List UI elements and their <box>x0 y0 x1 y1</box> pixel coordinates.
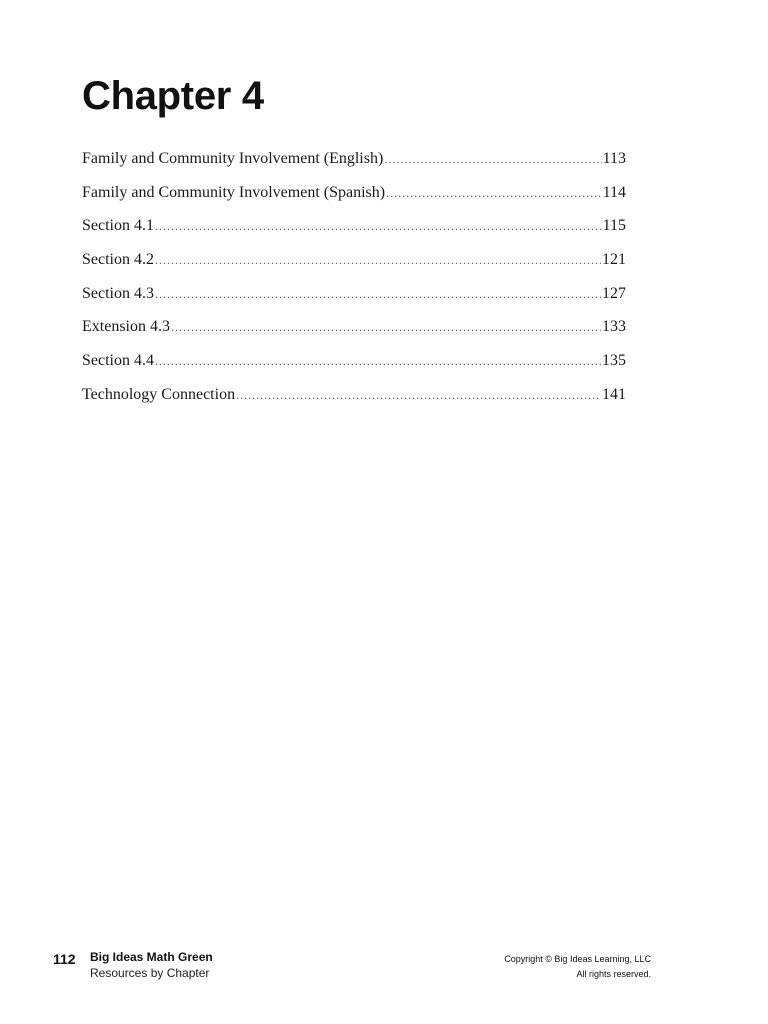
footer-page-number: 112 <box>53 951 76 967</box>
toc-entry-page: 114 <box>602 183 626 201</box>
footer-book-title: Big Ideas Math Green <box>90 950 213 964</box>
toc-entry-page: 141 <box>602 385 626 403</box>
toc-entry-label: Section 4.1 <box>82 217 154 235</box>
toc-entry-label: Section 4.2 <box>82 251 154 269</box>
toc-entry[interactable] <box>82 212 626 246</box>
toc-entry-page: 135 <box>602 352 626 370</box>
toc-entry-page: 113 <box>602 150 626 167</box>
footer-rights: All rights reserved. <box>576 969 651 979</box>
toc-entry[interactable] <box>82 246 626 280</box>
toc-entry-page: 127 <box>602 284 626 302</box>
dot-leader <box>236 381 601 409</box>
dot-leader <box>155 280 601 308</box>
dot-leader <box>386 179 602 207</box>
footer-book-subtitle: Resources by Chapter <box>90 966 210 980</box>
footer-copyright: Copyright © Big Ideas Learning, LLC <box>504 954 651 964</box>
toc-entry[interactable] <box>82 313 626 347</box>
toc-entry-label: Section 4.3 <box>82 284 154 302</box>
toc-entry-label: Family and Community Involvement (Spanish) <box>82 183 386 201</box>
toc-entry-label: Section 4.4 <box>82 352 154 370</box>
toc-entry-page: 133 <box>602 318 626 336</box>
dot-leader <box>171 313 601 341</box>
dot-leader <box>155 347 601 375</box>
page-footer <box>0 948 768 988</box>
toc-entry-page: 121 <box>602 251 626 269</box>
toc-entry[interactable] <box>82 381 626 415</box>
toc-entry-page: 115 <box>602 217 626 235</box>
toc-entry-label: Family and Community Involvement (English) <box>82 150 384 167</box>
toc-entry[interactable] <box>82 280 626 314</box>
dot-leader <box>155 212 602 240</box>
toc-entry-label: Technology Connection <box>82 385 236 403</box>
dot-leader <box>155 246 601 274</box>
toc-entry[interactable] <box>82 179 626 213</box>
toc-entry-label: Extension 4.3 <box>82 318 170 336</box>
chapter-title: Chapter 4 <box>82 74 264 118</box>
toc-entry[interactable] <box>82 145 626 179</box>
dot-leader <box>384 145 601 173</box>
toc-entry[interactable] <box>82 347 626 381</box>
table-of-contents <box>82 145 626 415</box>
